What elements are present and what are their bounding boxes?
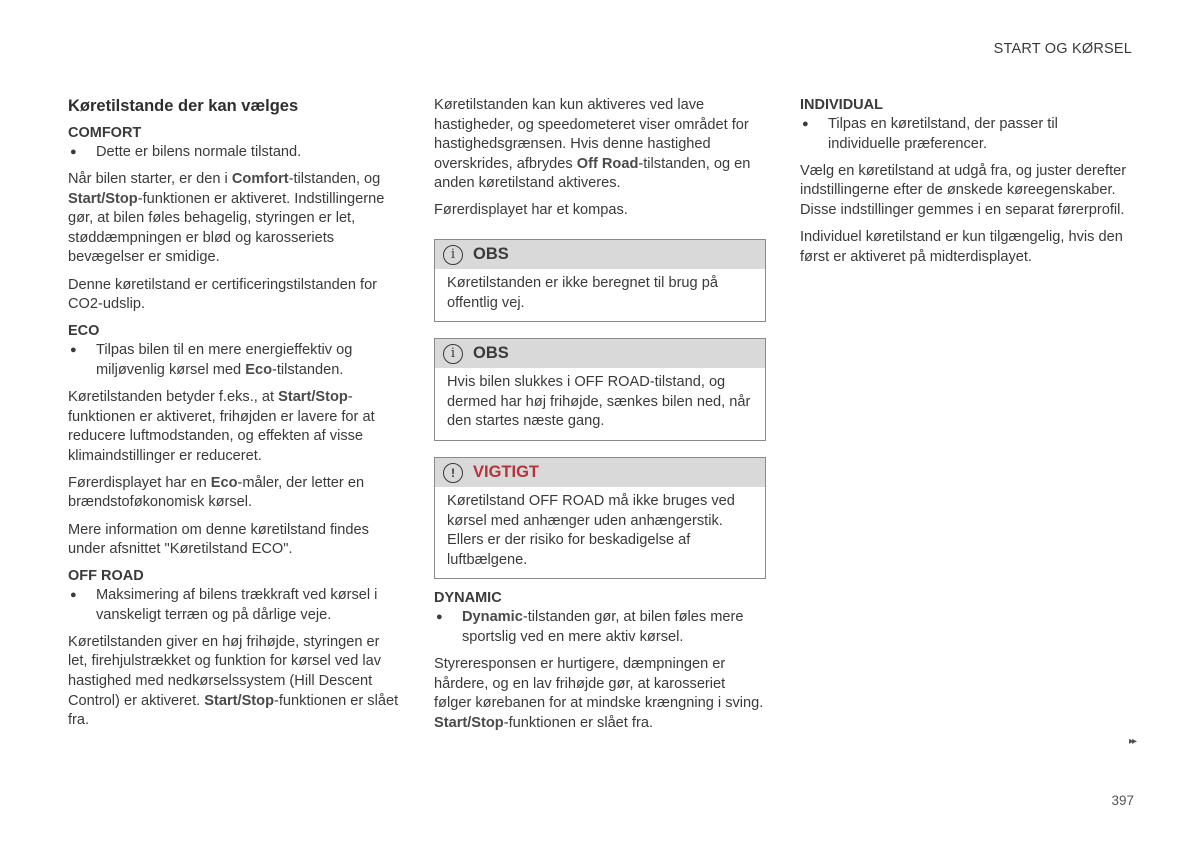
warning-box-header xyxy=(435,458,765,487)
section-header: START OG KØRSEL xyxy=(993,41,1132,57)
offroad-paragraph-3: Førerdisplayet har et kompas. xyxy=(434,202,628,219)
dynamic-title: DYNAMIC xyxy=(434,590,502,607)
section-heading: Køretilstande der kan vælges xyxy=(68,97,299,115)
individual-paragraph-1: Vælg en køretilstand at udgå fra, og juster derefter indstillingerne efter de ønskede køreegenskaber. Disse indstillinger gemmes i en separat førerprofil. xyxy=(800,162,1127,218)
eco-paragraph-3: Mere information om denne køretilstand findes under afsnittet "Køretilstand ECO". xyxy=(68,521,369,558)
list-item: ● Tilpas en køretilstand, der passer til individuelle præferencer. xyxy=(802,116,1058,152)
info-icon: i xyxy=(443,344,463,364)
warning-icon: ! xyxy=(443,463,463,483)
bullet-icon: ● xyxy=(70,344,77,357)
note-box-header xyxy=(435,339,765,368)
individual-list xyxy=(800,115,1132,154)
warning-box-body: Køretilstand OFF ROAD må ikke bruges ved kørsel med anhænger uden anhængerstik. Ellers er der risiko for beskadigelse af luftbælgene. xyxy=(435,487,765,578)
offroad-list xyxy=(68,586,400,625)
offroad-paragraph-1: Køretilstanden giver en høj frihøjde, styringen er let, firehjulstrækket og funktion for kørsel ved lav hastighed med nedkørselssystem (Hill Descent Control) er aktiveret. Start/Stop-funktionen er slået fra. xyxy=(68,633,399,729)
eco-title: ECO xyxy=(68,323,100,340)
continue-arrows-icon: ▸▸ xyxy=(1128,736,1135,747)
bullet-icon: ● xyxy=(436,611,443,624)
list-item: ● Dette er bilens normale tilstand. xyxy=(68,143,400,163)
note-box-body: Hvis bilen slukkes i OFF ROAD-tilstand, og dermed har høj frihøjde, sænkes bilen ned, når den startes næste gang. xyxy=(435,368,765,440)
comfort-list xyxy=(68,143,400,163)
comfort-title: COMFORT xyxy=(68,125,142,141)
eco-paragraph-2: Førerdisplayet har en Eco-måler, der letter en brændstoføkonomisk kørsel. xyxy=(68,474,365,511)
individual-paragraph-2: Individuel køretilstand er kun tilgængelig, hvis den først er aktiveret på midterdisplayet. xyxy=(800,228,1123,265)
note-box-body: Køretilstanden er ikke beregnet til brug på offentlig vej. xyxy=(435,269,765,321)
list-item: ● Maksimering af bilens trækkraft ved kørsel i vanskeligt terræn og på dårlige veje. xyxy=(70,587,378,623)
note-box xyxy=(434,338,766,441)
comfort-paragraph-1: Når bilen starter, er den i Comfort-tilstanden, og Start/Stop-funktionen er aktiveret. Indstillingerne gør, at bilen føles behagelig, styringen er let, støddæmpningen er blød og karosseriets bevægelser er smidige. xyxy=(68,171,385,266)
note-title: OBS xyxy=(473,244,509,263)
individual-title: INDIVIDUAL xyxy=(800,97,883,113)
comfort-paragraph-2: Denne køretilstand er certificeringstilstanden for CO2-udslip. xyxy=(68,276,378,313)
warning-title: VIGTIGT xyxy=(473,462,539,481)
eco-paragraph-1: Køretilstanden betyder f.eks., at Start/Stop-funktionen er aktiveret, frihøjden er lavere for at reducere luftmodstanden, og effekten af visse klimaindstillinger er reduceret. xyxy=(68,388,375,464)
offroad-title: OFF ROAD xyxy=(68,568,144,585)
column-middle xyxy=(434,96,766,741)
column-left xyxy=(68,96,400,738)
dynamic-list xyxy=(434,608,766,647)
note-box-header xyxy=(435,240,765,269)
list-item: ● Dynamic-tilstanden gør, at bilen føles mere sportslig ved en mere aktiv kørsel. xyxy=(436,609,744,645)
list-item: ● Tilpas bilen til en mere energieffektiv og miljøvenlig kørsel med Eco-tilstanden. xyxy=(70,342,353,378)
bullet-icon: ● xyxy=(70,589,77,602)
info-icon: i xyxy=(443,245,463,265)
warning-box xyxy=(434,457,766,579)
column-right xyxy=(800,96,1132,275)
offroad-paragraph-2: Køretilstanden kan kun aktiveres ved lave hastigheder, og speedometeret viser området for hastighedsgrænsen. Hvis denne hastighed overskrides, afbrydes Off Road-tilstanden, og en anden køretilstand aktiveres. xyxy=(434,97,751,192)
bullet-icon: ● xyxy=(802,118,809,130)
eco-list xyxy=(68,341,400,380)
note-title: OBS xyxy=(473,343,509,362)
note-box xyxy=(434,239,766,322)
bullet-icon: ● xyxy=(70,146,77,158)
page-number: 397 xyxy=(1111,793,1134,808)
dynamic-paragraph-1: Styreresponsen er hurtigere, dæmpningen er hårdere, og en lav frihøjde gør, at karosseriet følger kørebanen for at mindske krængning i sving. Start/Stop-funktionen er slået fra. xyxy=(434,656,764,731)
